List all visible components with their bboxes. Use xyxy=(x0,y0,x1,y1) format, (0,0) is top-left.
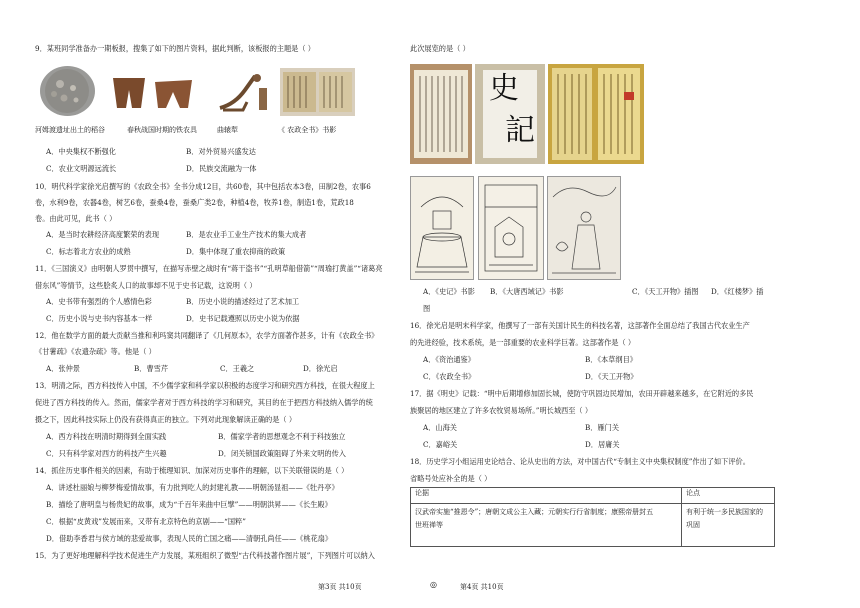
q12-option-b[interactable]: B．曹雪芹 xyxy=(134,364,169,373)
rice-grain-pattern xyxy=(40,66,95,116)
q11-option-b[interactable]: B．历史小说的描述经过了艺术加工 xyxy=(186,297,300,306)
q17-line-2: 族聚居的地区建立了许多农牧贸易场所。”明长城西至（ ） xyxy=(410,406,593,415)
q17-option-b[interactable]: B．雁门关 xyxy=(585,423,620,432)
q18-line-1: 18．历史学习小组运用史论结合、论从史出的方法，对中国古代“专制主义中央集权制度”作出了如下评价。 xyxy=(410,457,750,466)
q13-line-3: 摄之下，因此科技实际上仍没有获得真正的独立。下列对此现象解读正确的是（ ） xyxy=(35,415,297,424)
q11-option-d[interactable]: D．史书记载遵照以历史小说为依据 xyxy=(186,314,300,323)
q18-evidence-cell xyxy=(411,504,682,547)
figure-drawing xyxy=(548,177,620,279)
q12-option-c[interactable]: C．王羲之 xyxy=(220,364,255,373)
q14-option-b[interactable]: B．描绘了唐明皇与杨贵妃的故事，成为“千百年来曲中巨擘”——明朝洪昇——《长生殿》 xyxy=(46,500,332,509)
q15-option-d[interactable]: D．《红楼梦》插 xyxy=(711,287,764,296)
q13-option-c[interactable]: C．只有科学家对西方的科技产生兴趣 xyxy=(46,449,167,458)
q14-option-d[interactable]: D．借助李香君与侯方域的悲爱故事，表现人民的亡国之痛——清朝孔尚任——《桃花扇》 xyxy=(46,534,333,543)
caption-iron-tools: 春秋战国时期的铁农具 xyxy=(127,126,197,134)
q16-option-d[interactable]: D．《天工开物》 xyxy=(585,372,638,381)
iron-tools-drawing xyxy=(110,70,195,112)
shiji-char-1: 史 xyxy=(489,71,519,106)
q17-option-a[interactable]: A．山海关 xyxy=(423,423,457,432)
q10-line-1: 10．明代科学家徐光启撰写的《农政全书》全书分成12目，共60卷，其中包括农本3卷，田制2卷，农事6 xyxy=(35,182,371,191)
caption-plough: 曲辕犁 xyxy=(217,126,238,134)
q12-option-d[interactable]: D．徐光启 xyxy=(303,364,338,373)
q16-line-2: 的先进经验，技术系统，是一部重要的农业科学巨著。这部著作是（ ） xyxy=(410,338,636,347)
q13-option-d[interactable]: D．闭关锁国政策阻碍了外来文明的传入 xyxy=(218,449,346,458)
q18-evidence-line-2: 世班禅等 xyxy=(415,521,443,530)
caption-book: 《 农政全书》书影 xyxy=(278,126,337,134)
q14-option-a[interactable]: A．讲述杜丽娘与柳梦梅爱情故事，有力批判吃人的封建礼教——明朝汤显祖——《牡丹亭》 xyxy=(46,483,339,492)
shiji-cover-image xyxy=(475,64,545,164)
shiji-old-book-image xyxy=(410,64,472,164)
shiji-char-2: 記 xyxy=(505,113,535,148)
q15-option-a[interactable]: A．《史记》书影 xyxy=(423,287,475,296)
book-drawing xyxy=(280,68,355,116)
q15-option-d-wrap: 图 xyxy=(423,304,431,313)
q18-point-cell xyxy=(682,504,775,547)
q18-point-line-2: 巩固 xyxy=(686,521,700,530)
q17-line-1: 17．据《明史》记载：“明中后期增修加固长城，使防守巩固边民增加，农田开辟越来越多，在它附近的多民 xyxy=(410,389,754,398)
q15-stem: 15．为了更好地理解科学技术促进生产力发展，某班组织了微型“古代科技著作图片展”，下列图片可以纳入 xyxy=(35,551,375,560)
q10-option-d[interactable]: D．集中体现了重农抑商的政策 xyxy=(186,247,286,256)
binding-mark-icon: ◎ xyxy=(430,580,437,589)
q14-option-c[interactable]: C．根据“皮黄戏”发展而来，又带有北京特色的京剧——“国粹” xyxy=(46,517,246,526)
q18-line-2: 省略号处应补全的是（ ） xyxy=(410,474,492,483)
nongzheng-book-image xyxy=(280,68,355,116)
old-book-drawing xyxy=(410,64,472,164)
q17-option-c[interactable]: C．嘉峪关 xyxy=(423,440,458,449)
q14-stem: 14．抓住历史事件相关的因素，有助于梳理知识、加深对历史事件的理解，以下关联错误的是（ ） xyxy=(35,466,349,475)
q11-line-2: 借东风”等情节，这些脍炙人口的故事却不见于史书记载，这说明（ ） xyxy=(35,281,257,290)
hongloumeng-illustration xyxy=(547,176,621,280)
tiangong-kaiwu-illustration-2 xyxy=(478,176,544,280)
q16-line-1: 16．徐光启是明末科学家，他撰写了一部有关国计民生的科技名著，这部著作全面总结了我国古代农业生产 xyxy=(410,321,750,330)
q9-option-c[interactable]: C．农业文明源远流长 xyxy=(46,164,117,173)
q13-line-2: 促进了西方科技的传入。然而，儒家学者对于西方科技的学习和研究，其目的在于把西方科技纳入儒学的统 xyxy=(35,398,373,407)
q10-option-b[interactable]: B．是农业手工业生产技术的集大成者 xyxy=(186,230,307,239)
q18-evidence-table xyxy=(410,487,775,547)
tiangong-kaiwu-illustration-1 xyxy=(410,176,474,280)
q16-option-a[interactable]: A．《资治通鉴》 xyxy=(423,355,475,364)
q16-option-b[interactable]: B．《本草纲目》 xyxy=(585,355,637,364)
q13-option-a[interactable]: A．西方科技在明清时期得到全面实践 xyxy=(46,432,167,441)
q18-header-evidence: 论据 xyxy=(411,488,682,504)
q18-evidence-line-1: 汉武帝实施“推恩令”；唐朝文成公主入藏；元朝实行行省制度；康熙帝册封五 xyxy=(415,508,654,516)
q13-line-1: 13．明清之际，西方科技传入中国，不少儒学家和科学家以积极的态度学习和研究西方科技，在很大程度上 xyxy=(35,381,375,390)
q15-option-b[interactable]: B．《大唐西域记》书影 xyxy=(490,287,564,296)
q18-point-line-1: 有利于统一多民族国家的 xyxy=(686,508,763,516)
q12-option-a[interactable]: A．张仲景 xyxy=(46,364,80,373)
q15-option-c[interactable]: C．《天工开物》插图 xyxy=(632,287,699,296)
q10-line-3: 卷。由此可见，此书（ ） xyxy=(35,214,117,223)
q10-line-2: 卷，水利9卷，农器4卷，树艺6卷，蚕桑4卷，蚕桑广类2卷，种植4卷，牧养1卷，制造1卷，荒政18 xyxy=(35,198,354,207)
q16-option-c[interactable]: C．《农政全书》 xyxy=(423,372,476,381)
q15-continued: 此次展览的是（ ） xyxy=(410,44,470,53)
q9-option-b[interactable]: B．对外贸易兴盛发达 xyxy=(186,147,256,156)
workshop-drawing xyxy=(479,177,543,279)
xiyuji-drawing xyxy=(548,64,644,164)
iron-tools-image xyxy=(110,70,195,112)
page-number-right: 第4页 共10页 xyxy=(460,583,504,591)
q12-line-1: 12．他在数学方面的最大贡献当推和利玛窦共同翻译了《几何原本》，农学方面著作甚多，计有《农政全书》 xyxy=(35,331,379,340)
curved-plough-image xyxy=(215,68,270,116)
plough-drawing xyxy=(215,68,270,116)
q18-header-point: 论点 xyxy=(682,488,775,504)
q10-option-c[interactable]: C．标志着北方农业的成熟 xyxy=(46,247,131,256)
q9-option-a[interactable]: A．中央集权不断强化 xyxy=(46,147,116,156)
q12-line-2: 《甘薯疏》《农遗杂疏》等。他是（ ） xyxy=(35,347,156,356)
rice-grain-image xyxy=(40,66,95,116)
caption-rice: 河姆渡遗址出土的稻谷 xyxy=(35,126,105,134)
q10-option-a[interactable]: A．是当时农耕经济高度繁荣的表现 xyxy=(46,230,160,239)
q11-option-a[interactable]: A．史书带有强烈的个人感情色彩 xyxy=(46,297,152,306)
q11-option-c[interactable]: C．历史小说与史书内容基本一样 xyxy=(46,314,153,323)
q9-stem: 9．某班同学准备办一期板报，搜集了如下的图片资料，据此判断，该板报的主题是（ ） xyxy=(35,44,315,53)
page-number-left: 第3页 共10页 xyxy=(318,583,362,591)
q17-option-d[interactable]: D．居庸关 xyxy=(585,440,620,449)
q9-option-d[interactable]: D．民族交流融为一体 xyxy=(186,164,257,173)
kiln-drawing xyxy=(411,177,473,279)
q13-option-b[interactable]: B．儒家学者的思想观念不利于科技独立 xyxy=(218,432,346,441)
datang-xiyuji-image xyxy=(548,64,644,164)
q11-line-1: 11．《三国演义》由明朝人罗贯中撰写，在描写赤壁之战时有“蒋干盗书”“孔明草船借箭”“周瑜打黄盖”“诸葛亮 xyxy=(35,264,383,273)
